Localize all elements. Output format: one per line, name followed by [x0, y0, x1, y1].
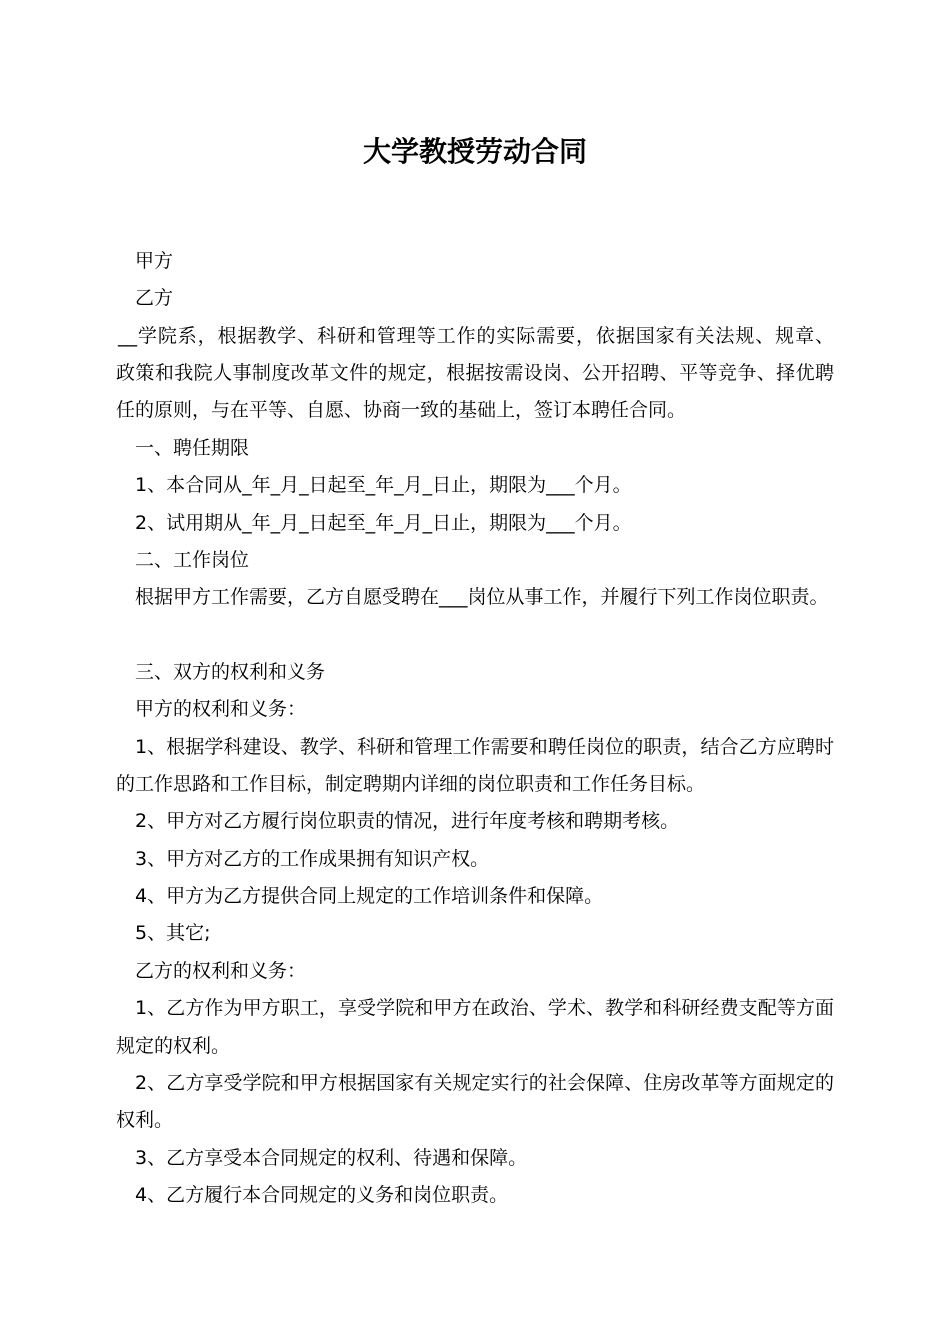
- term-clause-2: [116, 505, 834, 542]
- text-line: 5、其它;: [135, 922, 211, 945]
- text-line: 2、试用期从_年_月_日起至_年_月_日止，期限为___个月。: [135, 511, 632, 534]
- text-line: 2、甲方对乙方履行岗位职责的情况，进行年度考核和聘期考核。: [135, 810, 680, 833]
- text-line: 根据甲方工作需要，乙方自愿受聘在___岗位从事工作，并履行下列工作岗位职责。: [135, 586, 829, 609]
- text-line: 任的原则，与在平等、自愿、协商一致的基础上，签订本聘任合同。: [116, 399, 687, 422]
- term-clause-1: [116, 467, 834, 504]
- party-b-rights-heading: [116, 953, 834, 990]
- text-line: 3、乙方享受本合同规定的权利、待遇和保障。: [135, 1146, 528, 1169]
- party-b-clause-2: [116, 1065, 834, 1140]
- text-line: 政策和我院人事制度改革文件的规定，根据按需设岗、公开招聘、平等竞争、择优聘: [116, 362, 834, 385]
- text-line: 乙方: [135, 287, 174, 310]
- text-line: 1、本合同从_年_月_日起至_年_月_日止，期限为___个月。: [135, 474, 632, 497]
- party-b-clause-3: [116, 1140, 834, 1177]
- party-a-clause-1: [116, 729, 834, 804]
- document-body: [116, 243, 834, 1214]
- party-b-label: [116, 280, 834, 317]
- text-line: 甲方: [135, 250, 174, 272]
- party-a-rights-heading: [116, 691, 834, 728]
- text-line: 1、根据学科建设、教学、科研和管理工作需要和聘任岗位的职责，结合乙方应聘时: [135, 735, 834, 758]
- document-title: 大学教授劳动合同: [362, 135, 587, 168]
- text-line: 权利。: [116, 1109, 174, 1132]
- section-1-heading: [116, 430, 834, 467]
- party-b-clause-4: [116, 1177, 834, 1214]
- text-line: 3、甲方对乙方的工作成果拥有知识产权。: [135, 847, 490, 870]
- text-line: 2、乙方享受学院和甲方根据国家有关规定实行的社会保障、住房改革等方面规定的: [135, 1071, 834, 1094]
- text-line: 的工作思路和工作目标，制定聘期内详细的岗位职责和工作任务目标。: [116, 773, 706, 796]
- party-a-clause-3: [116, 841, 834, 878]
- text-line: 乙方的权利和义务：: [135, 959, 307, 982]
- text-line: 4、乙方履行本合同规定的义务和岗位职责。: [135, 1183, 509, 1206]
- section-3-heading: [116, 654, 834, 691]
- text-line: __学院系，根据教学、科研和管理等工作的实际需要，依据国家有关法规、规章、: [118, 324, 834, 347]
- blank-line: [116, 617, 834, 654]
- preamble-paragraph: [116, 318, 834, 430]
- text-line: 三、双方的权利和义务: [135, 660, 326, 683]
- party-b-clause-1: [116, 990, 834, 1065]
- party-a-clause-2: [116, 803, 834, 840]
- text-line: 一、聘任期限: [135, 436, 250, 459]
- party-a-label: [116, 243, 834, 280]
- party-a-clause-4: [116, 878, 834, 915]
- section-2-heading: [116, 542, 834, 579]
- position-clause: [116, 579, 834, 616]
- text-line: 二、工作岗位: [135, 548, 250, 571]
- text-line: 4、甲方为乙方提供合同上规定的工作培训条件和保障。: [135, 885, 604, 908]
- party-a-clause-5: [116, 915, 834, 952]
- text-line: 甲方的权利和义务：: [135, 698, 307, 721]
- text-line: 规定的权利。: [116, 1034, 231, 1057]
- text-line: 1、乙方作为甲方职工，享受学院和甲方在政治、学术、教学和科研经费支配等方面: [135, 997, 834, 1020]
